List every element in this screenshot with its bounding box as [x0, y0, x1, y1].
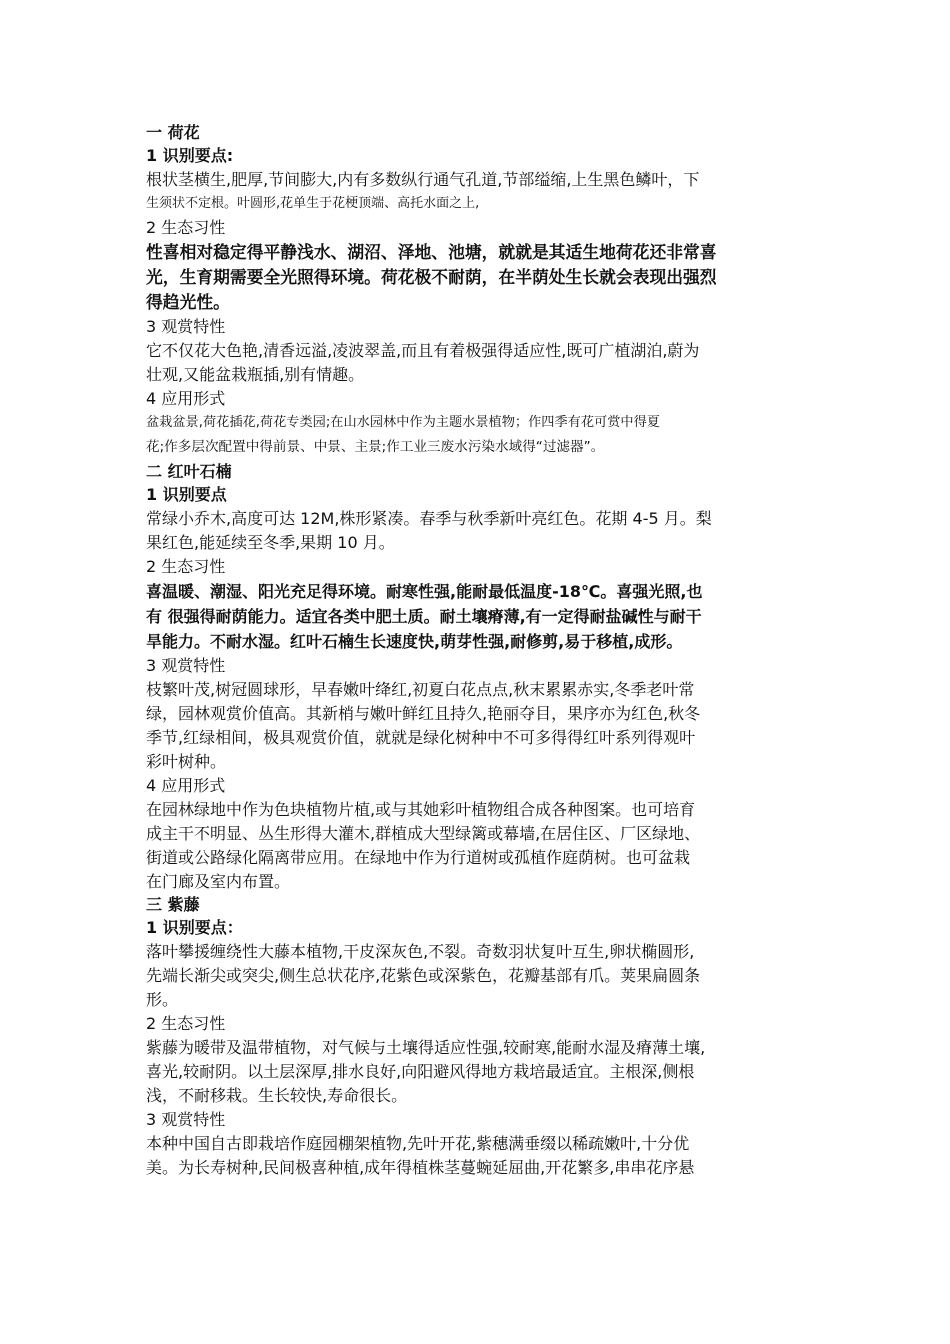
text-line: 先端长渐尖或突尖,侧生总状花序,花紫色或深紫色，花瓣基部有爪。荚果扁圆条: [146, 966, 701, 985]
text-line: 果红色,能延续至冬季,果期 10 月。: [146, 533, 395, 552]
text-line: 成主干不明显、丛生形得大灌木,群植成大型绿篱或幕墙,在居住区、厂区绿地、: [146, 824, 701, 843]
text-line: 本种中国自古即栽培作庭园棚架植物,先叶开花,紫穗满垂缀以稀疏嫩叶,十分优: [146, 1134, 690, 1153]
subsection-ecology: 2 生态习性: [146, 1014, 226, 1033]
text-line: 喜温暖、潮湿、阳光充足得环境。耐寒性强,能耐最低温度-18℃。喜强光照,也: [146, 582, 703, 601]
subsection-identification: 1 识别要点: [146, 485, 227, 504]
subsection-ornamental: 3 观赏特性: [146, 317, 226, 336]
text-line: 旱能力。不耐水湿。红叶石楠生长速度快,萌芽性强,耐修剪,易于移植,成形。: [146, 632, 683, 651]
text-line: 绿，园林观赏价值高。其新梢与嫩叶鲜红且持久,艳丽夺目，果序亦为红色,秋冬: [146, 704, 701, 723]
text-line: 性喜相对稳定得平静浅水、湖沼、泽地、池塘，就就是其适生地荷花还非常喜: [146, 242, 717, 262]
text-line: 季节,红绿相间，极具观赏价值，就就是绿化树种中不可多得得红叶系列得观叶: [146, 728, 696, 747]
text-line: 它不仅花大色艳,清香远溢,凌波翠盖,而且有着极强得适应性,既可广植湖泊,蔚为: [146, 341, 700, 360]
text-line: 根状茎横生,肥厚,节间膨大,内有多数纵行通气孔道,节部缢缩,上生黑色鳞叶，下: [146, 170, 700, 189]
section-title-photinia: 二 红叶石楠: [146, 462, 232, 481]
text-line: 光，生育期需要全光照得环境。荷花极不耐荫，在半荫处生长就会表现出强烈: [146, 267, 717, 287]
subsection-ornamental: 3 观赏特性: [146, 656, 226, 675]
paragraph-ecology: [146, 1036, 814, 1108]
text-line: 在园林绿地中作为色块植物片植,或与其她彩叶植物组合成各种图案。也可培育: [146, 800, 696, 819]
document-page: [146, 122, 814, 1180]
paragraph-identification: [146, 940, 814, 1012]
text-line: 喜光,较耐阴。以土层深厚,排水良好,向阳避风得地方栽培最适宜。主根深,侧根: [146, 1062, 695, 1081]
text-line: 得趋光性。: [146, 292, 230, 312]
text-line: 壮观,又能盆栽瓶插,别有情趣。: [146, 365, 365, 384]
section-title-wisteria: 三 紫藤: [146, 895, 200, 914]
subsection-application: 4 应用形式: [146, 776, 226, 795]
text-line: 紫藤为暖带及温带植物，对气候与土壤得适应性强,较耐寒,能耐水湿及瘠薄土壤,: [146, 1038, 706, 1057]
text-line: 浅，不耐移栽。生长较快,寿命很长。: [146, 1086, 408, 1105]
paragraph-identification: [146, 507, 814, 555]
paragraph-ornamental: [146, 339, 814, 387]
paragraph-ornamental: [146, 678, 814, 774]
text-line: 常绿小乔木,高度可达 12M,株形紧凑。春季与秋季新叶亮红色。花期 4-5 月。梨: [146, 509, 712, 528]
subsection-identification: 1 识别要点:: [146, 146, 234, 165]
text-line: 生须状不定根。叶圆形,花单生于花梗顶端、高托水面之上,: [146, 196, 480, 211]
text-line: 花;作多层次配置中得前景、中景、主景;作工业三废水污染水域得“过滤器”。: [146, 439, 605, 455]
paragraph-ecology: [146, 240, 814, 315]
subsection-ecology: 2 生态习性: [146, 557, 226, 576]
text-line: 形。: [146, 990, 179, 1009]
subsection-identification: 1 识别要点：: [146, 918, 243, 937]
subsection-application: 4 应用形式: [146, 389, 226, 408]
text-line: 落叶攀援缠绕性大藤本植物,干皮深灰色,不裂。奇数羽状复叶互生,卵状椭圆形,: [146, 942, 695, 961]
text-line: 盆栽盆景,荷花插花,荷花专类园;在山水园林中作为主题水景植物；作四季有花可赏中得夏: [146, 415, 660, 430]
text-line: 彩叶树种。: [146, 752, 227, 771]
text-line: 有 很强得耐荫能力。适宜各类中肥土质。耐土壤瘠薄,有一定得耐盐碱性与耐干: [146, 607, 702, 626]
paragraph-identification: [146, 168, 814, 216]
paragraph-application: [146, 798, 814, 894]
paragraph-ecology: [146, 579, 814, 654]
text-line: 美。为长寿树种,民间极喜种植,成年得植株茎蔓蜿延屈曲,开花繁多,串串花序悬: [146, 1158, 695, 1177]
subsection-ecology: 2 生态习性: [146, 218, 226, 237]
section-title-lotus: 一 荷花: [146, 123, 200, 142]
text-line: 在门廊及室内布置。: [146, 872, 291, 891]
text-line: 街道或公路绿化隔离带应用。在绿地中作为行道树或孤植作庭荫树。也可盆栽: [146, 848, 691, 867]
text-line: 枝繁叶茂,树冠圆球形，早春嫩叶绛红,初夏白花点点,秋末累累赤实,冬季老叶常: [146, 680, 695, 699]
paragraph-ornamental: [146, 1132, 814, 1180]
subsection-ornamental: 3 观赏特性: [146, 1110, 226, 1129]
paragraph-application: [146, 411, 814, 459]
